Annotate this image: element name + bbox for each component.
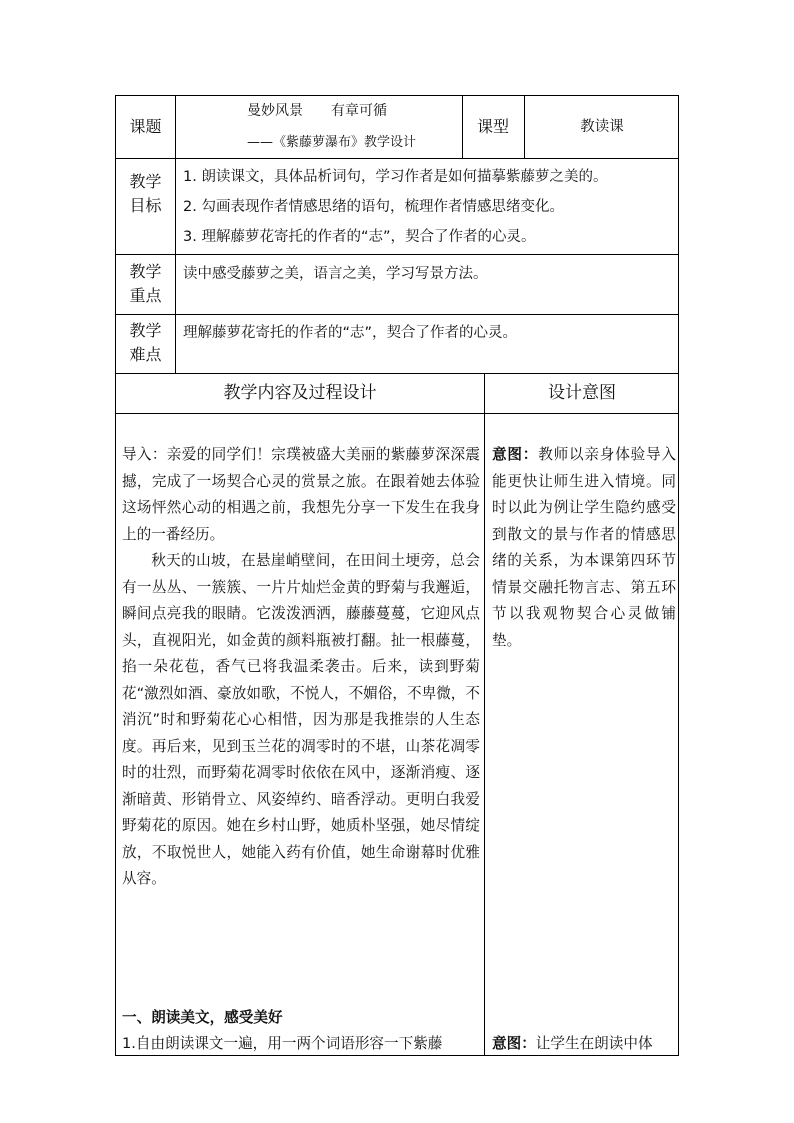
intent-text: 让学生在朗读中体	[535, 1035, 653, 1052]
intent-text: 教师以亲身体验导入能更快让师生进入情境。同时以此为例让学生隐约感受到散文的景与作者的情感思绪的关系，为本课第四环节情景交融托物言志、第五环节以我观物契合心灵做铺垫。	[492, 446, 676, 649]
intent-note	[492, 442, 676, 654]
grid-line	[116, 158, 679, 159]
objective-item: 1. 朗读课文，具体品析词句，学习作者是如何描摹紫藤萝之美的。	[183, 169, 608, 185]
section1-item: 1.自由朗读课文一遍，用一两个词语形容一下紫藤	[122, 1035, 443, 1052]
intent-label: 意图：	[492, 1035, 536, 1052]
objectives-list	[183, 162, 677, 252]
content-section-header: 教学内容及过程设计	[223, 383, 377, 403]
lesson-subtitle: ——《紫藤萝瀑布》教学设计	[247, 135, 417, 150]
intent-label: 意图：	[492, 446, 539, 463]
intro-story-paragraph: 秋天的山坡，在悬崖峭壁间，在田间土埂旁，总会有一丛丛、一簇簇、一片片灿烂金黄的野菊与我邂逅，瞬间点亮我的眼睛。它泼泼洒洒，藤藤蔓蔓，它迎风点头，直视阳光，如金黄的颜料瓶被打翻。扯一根藤蔓，掐一朵花苞，香气已将我温柔袭击。后来，读到野菊花“激烈如酒、豪放如歌，不悦人，不媚俗，不卑微，不消沉”时和野菊花心心相惜，因为那是我推崇的人生态度。再后来，见到玉兰花的凋零时的不堪，山茶花凋零时的壮烈，而野菊花凋零时依依在风中，逐渐消瘦、逐渐暗黄、形销骨立、风姿绰约、暗香浮动。更明白我爱野菊花的原因。她在乡村山野，她质朴坚强，她尽情绽放，不取悦世人，她能入药有价值，她生命谢幕时优雅从容。	[122, 552, 480, 887]
intent-section-header: 设计意图	[548, 383, 616, 403]
lesson-plan-table	[115, 95, 679, 1056]
grid-line	[116, 254, 679, 255]
type-value: 教读课	[580, 119, 624, 135]
difficulties-label: 教学 难点	[129, 321, 162, 364]
process-intro	[122, 442, 480, 893]
grid-line	[116, 413, 679, 414]
difficulties-text: 理解藤萝花寄托的作者的“志”，契合了作者的心灵。	[183, 325, 518, 341]
intro-paragraph: 导入：亲爱的同学们！宗璞被盛大美丽的紫藤萝深深震撼，完成了一场契合心灵的赏景之旅。在跟着她去体验这场怦然心动的相遇之前，我想先分享一下发生在我身上的一番经历。	[122, 446, 480, 543]
intent-note-2	[492, 1031, 676, 1056]
key-points-label: 教学 重点	[129, 262, 162, 305]
grid-line	[175, 96, 176, 373]
grid-line	[116, 314, 679, 315]
subject-label: 课题	[129, 117, 162, 136]
objective-item: 3. 理解藤萝花寄托的作者的“志”，契合了作者的心灵。	[183, 229, 536, 245]
grid-line	[116, 373, 679, 374]
key-points-text: 读中感受藤萝之美，语言之美，学习写景方法。	[183, 266, 488, 282]
section1-title: 一、朗读美文，感受美好	[122, 1009, 283, 1026]
objectives-label: 教学 目标	[129, 172, 162, 215]
grid-line	[484, 373, 485, 1056]
objective-item: 2. 勾画表现作者情感思绪的语句，梳理作者情感思绪变化。	[183, 199, 564, 215]
lesson-title: 曼妙风景 有章可循	[247, 103, 387, 119]
type-label: 课型	[476, 117, 509, 136]
